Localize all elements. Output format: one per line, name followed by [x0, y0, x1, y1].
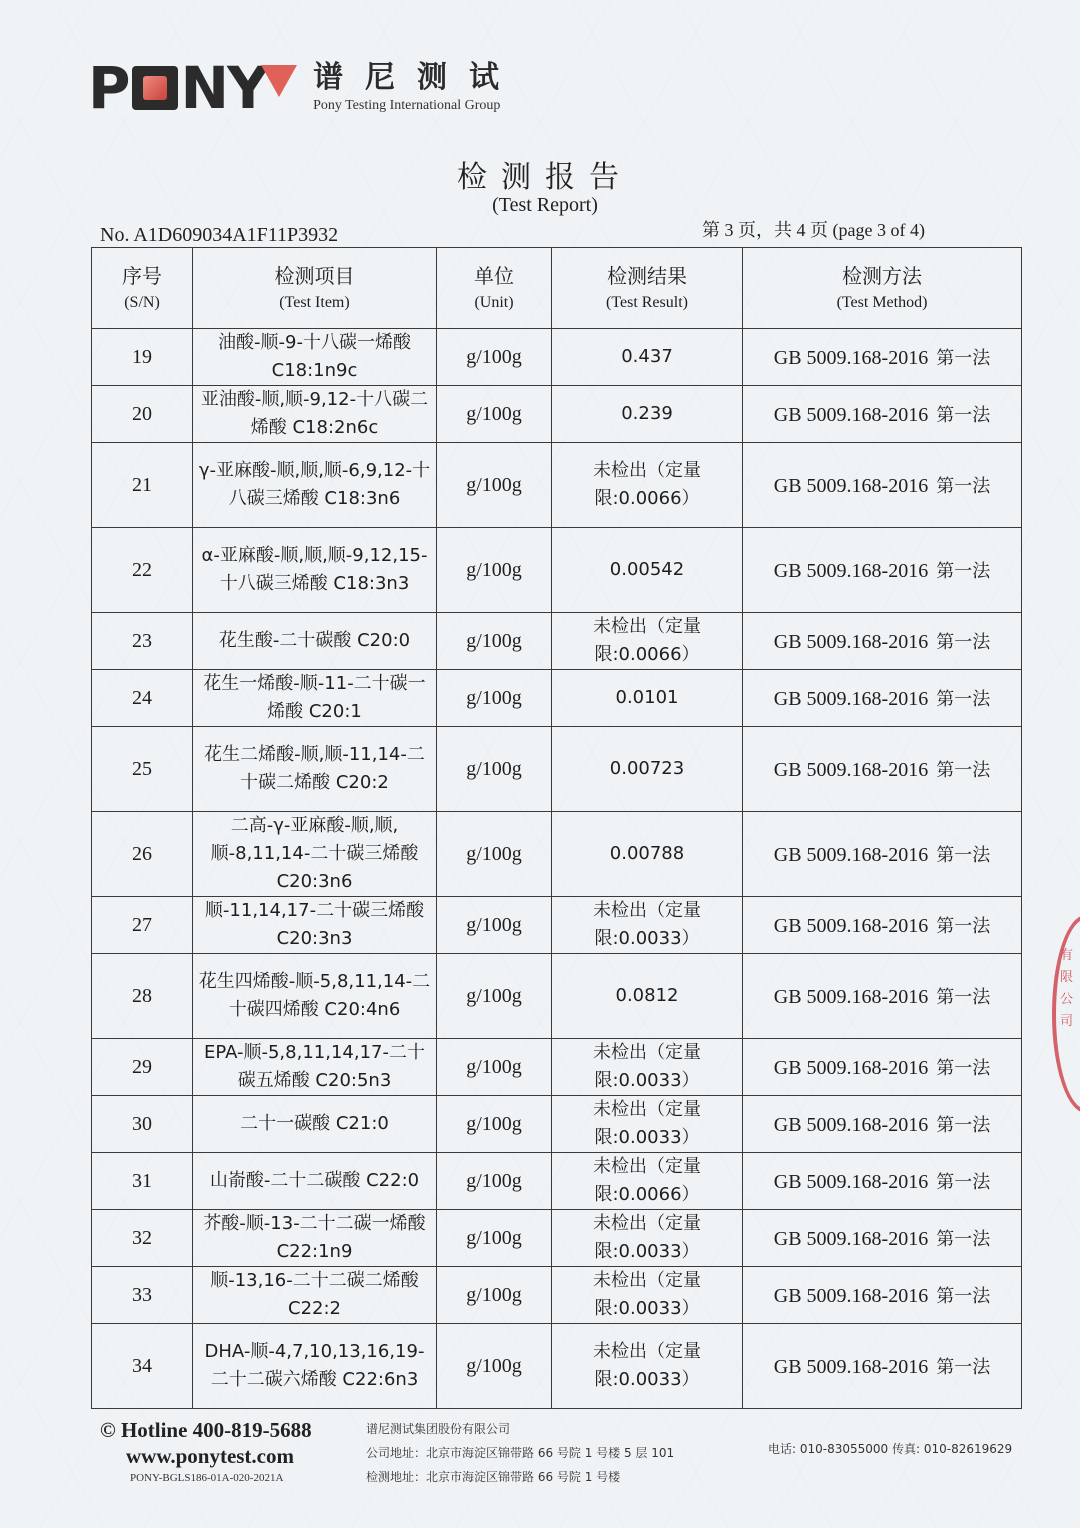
form-number: PONY-BGLS186-01A-020-2021A — [130, 1472, 284, 1484]
page-indicator: 第 3 页，共 4 页 (page 3 of 4) — [702, 220, 925, 240]
cell-test-method: GB 5009.168-2016 第一法 — [743, 1039, 1022, 1096]
table-row — [92, 329, 1022, 386]
cell-test-item: α-亚麻酸-顺,顺,顺-9,12,15-十八碳三烯酸 C18:3n3 — [193, 528, 437, 613]
logo-english-name: Pony Testing International Group — [313, 98, 501, 113]
cell-test-item: 油酸-顺-9-十八碳一烯酸 C18:1n9c — [193, 329, 437, 386]
table-row — [92, 1096, 1022, 1153]
table-row — [92, 386, 1022, 443]
cell-test-item: 花生酸-二十碳酸 C20:0 — [193, 613, 437, 670]
cell-test-method: GB 5009.168-2016 第一法 — [743, 1210, 1022, 1267]
cell-test-item: EPA-顺-5,8,11,14,17-二十碳五烯酸 C20:5n3 — [193, 1039, 437, 1096]
company-address: 公司地址：北京市海淀区锦带路 66 号院 1 号楼 5 层 101 — [366, 1446, 675, 1460]
cell-sn: 31 — [92, 1153, 193, 1210]
cell-test-item: 山嵛酸-二十二碳酸 C22:0 — [193, 1153, 437, 1210]
cell-test-item: γ-亚麻酸-顺,顺,顺-6,9,12-十八碳三烯酸 C18:3n6 — [193, 443, 437, 528]
cell-unit: g/100g — [437, 329, 552, 386]
cell-unit: g/100g — [437, 670, 552, 727]
table-row — [92, 443, 1022, 528]
cell-sn: 32 — [92, 1210, 193, 1267]
cell-unit: g/100g — [437, 528, 552, 613]
cell-unit: g/100g — [437, 1324, 552, 1409]
cell-sn: 24 — [92, 670, 193, 727]
cell-test-item: 花生一烯酸-顺-11-二十碳一烯酸 C20:1 — [193, 670, 437, 727]
cell-unit: g/100g — [437, 1153, 552, 1210]
cell-test-item: 花生二烯酸-顺,顺-11,14-二十碳二烯酸 C20:2 — [193, 727, 437, 812]
cell-unit: g/100g — [437, 443, 552, 528]
column-header-test-item: 检测项目 (Test Item) — [193, 248, 437, 329]
cell-test-result: 0.239 — [552, 386, 743, 443]
cell-test-method: GB 5009.168-2016 第一法 — [743, 727, 1022, 812]
company-name: 谱尼测试集团股份有限公司 — [366, 1422, 511, 1436]
cell-test-item: 花生四烯酸-顺-5,8,11,14-二十碳四烯酸 C20:4n6 — [193, 954, 437, 1039]
cell-unit: g/100g — [437, 1210, 552, 1267]
cell-sn: 26 — [92, 812, 193, 897]
cell-test-result: 未检出（定量限:0.0066） — [552, 1153, 743, 1210]
hotline-text: © Hotline 400-819-5688 — [100, 1418, 312, 1442]
cell-unit: g/100g — [437, 613, 552, 670]
cell-unit: g/100g — [437, 727, 552, 812]
table-row — [92, 1267, 1022, 1324]
table-row — [92, 727, 1022, 812]
cell-test-method: GB 5009.168-2016 第一法 — [743, 1324, 1022, 1409]
cell-sn: 33 — [92, 1267, 193, 1324]
cell-test-item: DHA-顺-4,7,10,13,16,19-二十二碳六烯酸 C22:6n3 — [193, 1324, 437, 1409]
cell-test-result: 未检出（定量限:0.0066） — [552, 443, 743, 528]
column-header-test-method: 检测方法 (Test Method) — [743, 248, 1022, 329]
logo-o-square-icon — [132, 66, 178, 110]
cell-test-method: GB 5009.168-2016 第一法 — [743, 443, 1022, 528]
table-row — [92, 613, 1022, 670]
cell-test-method: GB 5009.168-2016 第一法 — [743, 613, 1022, 670]
cell-sn: 20 — [92, 386, 193, 443]
cell-test-method: GB 5009.168-2016 第一法 — [743, 670, 1022, 727]
cell-unit: g/100g — [437, 1096, 552, 1153]
cell-test-method: GB 5009.168-2016 第一法 — [743, 528, 1022, 613]
cell-sn: 22 — [92, 528, 193, 613]
cell-test-result: 0.00723 — [552, 727, 743, 812]
cell-test-result: 未检出（定量限:0.0033） — [552, 1324, 743, 1409]
cell-test-method: GB 5009.168-2016 第一法 — [743, 1096, 1022, 1153]
website-link[interactable]: www.ponytest.com — [126, 1444, 294, 1468]
cell-sn: 21 — [92, 443, 193, 528]
cell-sn: 30 — [92, 1096, 193, 1153]
cell-sn: 27 — [92, 897, 193, 954]
cell-test-item: 顺-11,14,17-二十碳三烯酸 C20:3n3 — [193, 897, 437, 954]
table-header-row — [92, 248, 1022, 329]
table-row — [92, 1153, 1022, 1210]
report-title-cn: 检测报告 — [457, 160, 633, 195]
cell-test-method: GB 5009.168-2016 第一法 — [743, 897, 1022, 954]
table-row — [92, 1210, 1022, 1267]
cell-test-result: 未检出（定量限:0.0033） — [552, 1267, 743, 1324]
cell-test-result: 0.0101 — [552, 670, 743, 727]
cell-sn: 28 — [92, 954, 193, 1039]
logo-triangle-icon — [261, 65, 297, 97]
cell-test-result: 0.00542 — [552, 528, 743, 613]
report-number: No. A1D609034A1F11P3932 — [100, 224, 339, 246]
test-results-table — [91, 247, 1022, 1409]
pony-wordmark: P NY — [88, 62, 297, 114]
cell-test-method: GB 5009.168-2016 第一法 — [743, 386, 1022, 443]
cell-test-result: 0.00788 — [552, 812, 743, 897]
cell-unit: g/100g — [437, 1267, 552, 1324]
report-title-en: (Test Report) — [492, 194, 598, 216]
cell-test-result: 0.437 — [552, 329, 743, 386]
cell-unit: g/100g — [437, 954, 552, 1039]
table-row — [92, 954, 1022, 1039]
cell-test-method: GB 5009.168-2016 第一法 — [743, 329, 1022, 386]
cell-test-item: 顺-13,16-二十二碳二烯酸 C22:2 — [193, 1267, 437, 1324]
cell-unit: g/100g — [437, 812, 552, 897]
cell-test-item: 芥酸-顺-13-二十二碳一烯酸 C22:1n9 — [193, 1210, 437, 1267]
cell-test-method: GB 5009.168-2016 第一法 — [743, 954, 1022, 1039]
cell-test-result: 未检出（定量限:0.0033） — [552, 897, 743, 954]
cell-test-result: 未检出（定量限:0.0066） — [552, 613, 743, 670]
cell-unit: g/100g — [437, 386, 552, 443]
table-row — [92, 812, 1022, 897]
cell-sn: 23 — [92, 613, 193, 670]
table-row — [92, 1324, 1022, 1409]
cell-sn: 29 — [92, 1039, 193, 1096]
cell-sn: 34 — [92, 1324, 193, 1409]
cell-test-result: 未检出（定量限:0.0033） — [552, 1039, 743, 1096]
column-header-test-result: 检测结果 (Test Result) — [552, 248, 743, 329]
cell-test-method: GB 5009.168-2016 第一法 — [743, 812, 1022, 897]
column-header-unit: 单位 (Unit) — [437, 248, 552, 329]
cell-test-method: GB 5009.168-2016 第一法 — [743, 1153, 1022, 1210]
cell-test-result: 0.0812 — [552, 954, 743, 1039]
cell-test-result: 未检出（定量限:0.0033） — [552, 1096, 743, 1153]
cell-unit: g/100g — [437, 1039, 552, 1096]
cell-test-item: 二高-γ-亚麻酸-顺,顺,顺-8,11,14-二十碳三烯酸 C20:3n6 — [193, 812, 437, 897]
test-address: 检测地址：北京市海淀区锦带路 66 号院 1 号楼 — [366, 1470, 621, 1484]
cell-sn: 25 — [92, 727, 193, 812]
phone-fax: 电话: 010-83055000 传真: 010-82619629 — [768, 1442, 1013, 1456]
cell-unit: g/100g — [437, 897, 552, 954]
table-row — [92, 897, 1022, 954]
cell-sn: 19 — [92, 329, 193, 386]
cell-test-item: 亚油酸-顺,顺-9,12-十八碳二烯酸 C18:2n6c — [193, 386, 437, 443]
cell-test-item: 二十一碳酸 C21:0 — [193, 1096, 437, 1153]
table-row — [92, 670, 1022, 727]
cell-test-result: 未检出（定量限:0.0033） — [552, 1210, 743, 1267]
cell-test-method: GB 5009.168-2016 第一法 — [743, 1267, 1022, 1324]
table-row — [92, 528, 1022, 613]
company-logo — [88, 54, 522, 122]
column-header-sn: 序号 (S/N) — [92, 248, 193, 329]
seal-text: 有限公司 — [1060, 948, 1074, 1029]
logo-chinese-name: 谱尼测试 — [313, 60, 522, 95]
table-row — [92, 1039, 1022, 1096]
